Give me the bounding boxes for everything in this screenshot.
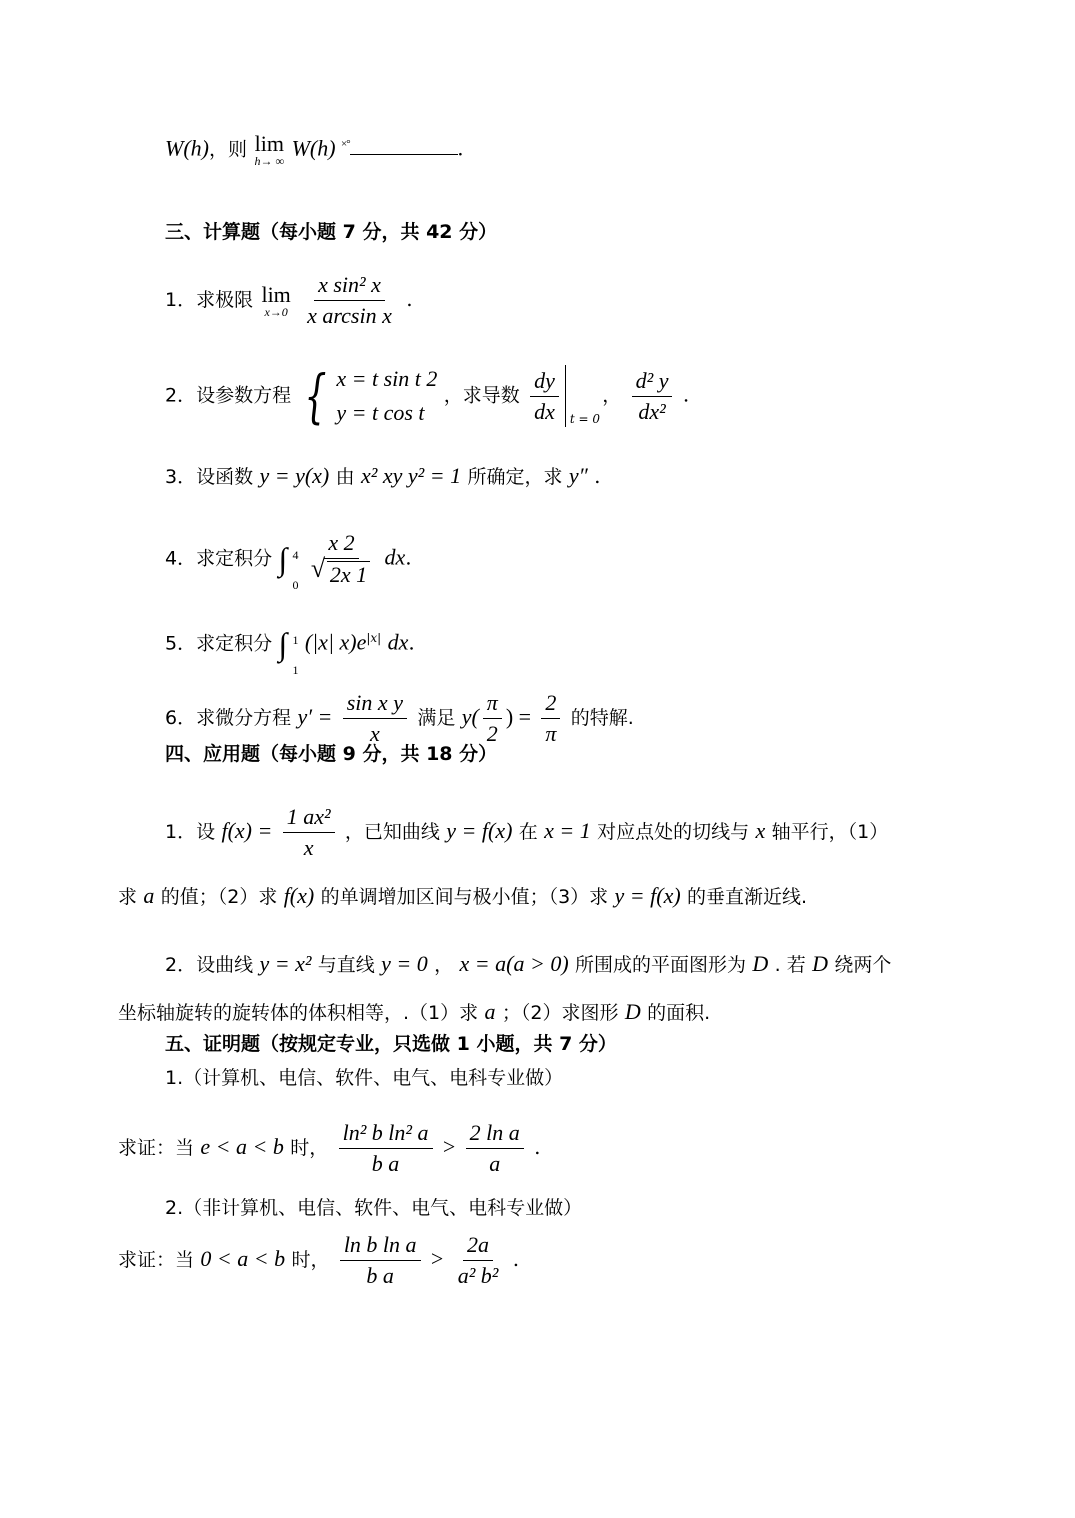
- section4-heading: 四、应用题（每小题 9 分，共 18 分）: [165, 743, 498, 765]
- s5-q2-label: 2.（非计算机、电信、软件、电气、电科专业做）: [165, 1197, 583, 1219]
- ode-rhs: $\frac{\text{sin x y}}{x}$: [343, 690, 407, 747]
- s4-q2-line1: 2．设曲线 y = x² 与直线 y = 0 ， x = a(a > 0) 所围成的平面图形为 D . 若 D 绕两个: [165, 951, 892, 976]
- s3-q1: 1．求极限 lim x→0 $\frac{\text{x sin² x}}{\text{x arcsin x}}$ .: [165, 272, 413, 328]
- integral-sign: ∫ 4 0: [278, 541, 299, 592]
- q-label: 4．求定积分: [165, 547, 273, 570]
- q-label: 5．求定积分: [165, 632, 273, 655]
- section3-heading: 三、计算题（每小题 7 分，共 42 分）: [165, 221, 498, 243]
- s5-q1-label: 1.（计算机、电信、软件、电气、电科专业做）: [165, 1067, 564, 1089]
- w-of-h: W(h): [165, 135, 209, 161]
- q-label: 1．设: [165, 821, 216, 843]
- integral-sign: ∫ 1 1: [278, 626, 299, 678]
- q-label: 2．设参数方程: [165, 384, 292, 407]
- second-derivative: $\frac{\text{d² y}}{\text{dx²}}$: [632, 368, 673, 425]
- s3-q2: 2．设参数方程 { x = t sin t 2 y = t cos t ，求导数 $\frac{dy}{dx}$ t = 0 ， $\frac{\text{d² y}}{\text{dx²}}$ .: [165, 362, 690, 430]
- limit-body: W(h): [291, 135, 336, 161]
- s4-q1-line1: 1．设 f(x) = $\frac{\text{1 ax²}}{x}$ ，已知曲线 y = f(x) 在 x = 1 对应点处的切线与 x 轴平行，（1）: [165, 804, 889, 860]
- limit-expression: lim x→0: [261, 281, 291, 319]
- first-derivative: $\frac{dy}{dx}$: [530, 368, 559, 425]
- q-label: 2．设曲线: [165, 954, 254, 976]
- parametric-system: { x = t sin t 2 y = t cos t: [304, 362, 438, 430]
- q-label: 3．设函数: [165, 466, 254, 488]
- s5-q2-statement: 求证：当 0 < a < b 时， $\frac{\text{ln b ln a}}{\text{b a}}$ > $\frac{2a}{\text{a² b²}}$ .: [118, 1232, 520, 1288]
- limit-expression: lim h→ ∞: [254, 131, 285, 169]
- q-label: 1．求极限: [165, 289, 254, 311]
- fraction: $\frac{\text{x sin² x}}{\text{x arcsin x}}$: [307, 272, 392, 328]
- s3-q3: 3．设函数 y = y(x) 由 x² xy y² = 1 所确定，求 y″ .: [165, 463, 601, 488]
- s4-q2-line2: 坐标轴旋转的旋转体的体积相等，.（1）求 a ；（2）求图形 D 的面积.: [118, 999, 711, 1024]
- s5-q1-statement: 求证：当 e < a < b 时， $\frac{\text{ln² b ln² a}}{\text{b a}}$ > $\frac{\text{2 ln a}}{a}$ .: [118, 1120, 541, 1176]
- q-label: 6．求微分方程: [165, 707, 292, 729]
- prev-question-tail: W(h)，则 lim h→ ∞ W(h) ×° .: [165, 131, 464, 169]
- integrand: x 2 √ 2x 1: [309, 530, 374, 588]
- s3-q4: 4．求定积分 ∫ 4 0 x 2 √ 2x 1 dx.: [165, 530, 412, 588]
- s3-q5: 5．求定积分 ∫ 1 1 (|x| $x)e^{|x|}$ dx.: [165, 626, 415, 678]
- section5-heading: 五、证明题（按规定专业，只选做 1 小题，共 7 分）: [165, 1033, 617, 1055]
- answer-blank: [350, 134, 458, 155]
- s3-q6: 6．求微分方程 y′ = $\frac{\text{sin x y}}{x}$ 满足 y( $\frac{\pi}{2}$ ) = $\frac{2}{\pi}$ 的特解.: [165, 690, 634, 746]
- s4-q1-line2: 求 a 的值；（2）求 f(x) 的单调增加区间与极小值；（3）求 y = f(x) 的垂直渐近线.: [118, 883, 808, 908]
- connector-text: ，则: [208, 138, 247, 161]
